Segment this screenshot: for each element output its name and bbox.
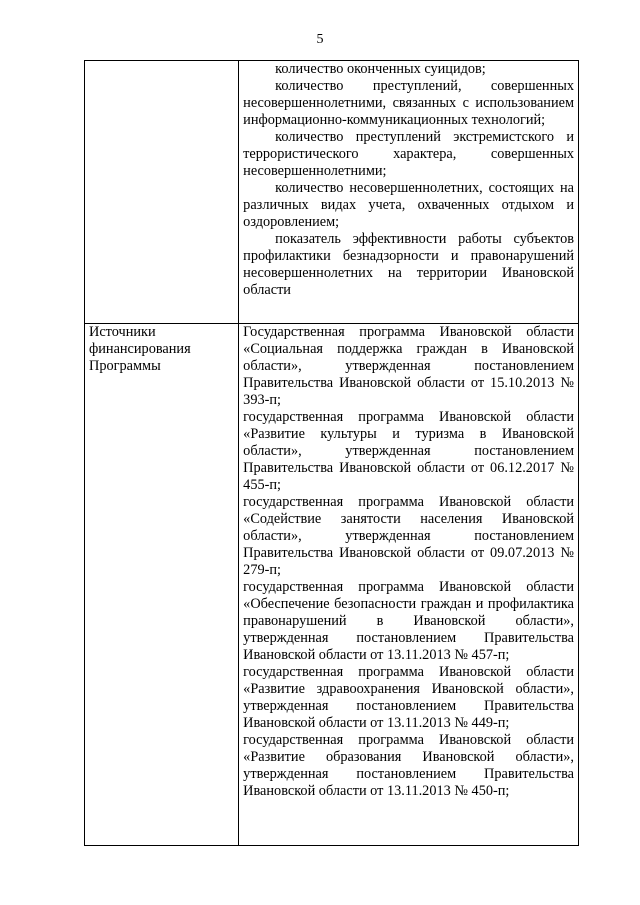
funding-content-cell: [239, 324, 579, 846]
funding-program-item: государственная программа Ивановской области «Развитие культуры и туризма в Ивановской области», утвержденная постановлением Правительства Ивановской области от 06.12.2017 № 455-п;: [243, 409, 574, 493]
indicator-item: показатель эффективности работы субъектов профилактики безнадзорности и правонарушений несовершеннолетних на территории Ивановской области: [243, 231, 574, 298]
funding-program-item: государственная программа Ивановской области «Содействие занятости населения Ивановской области», утвержденная постановлением Правительства Ивановской области от 09.07.2013 № 279-п;: [243, 494, 574, 578]
funding-program-item: государственная программа Ивановской области «Развитие здравоохранения Ивановской области», утвержденная постановлением Правительства Ивановской области от 13.11.2013 № 449-п;: [243, 664, 574, 731]
funding-label: Источники финансирования Программы: [89, 324, 191, 374]
indicators-label-cell: [85, 61, 239, 324]
page-number: 5: [316, 32, 324, 47]
funding-program-item: государственная программа Ивановской области «Обеспечение безопасности граждан и профилактика правонарушений в Ивановской области», утвержденная постановлением Правительства Ивановской области от 13.11.2013 № 457-п;: [243, 579, 574, 663]
table-row-funding: [85, 324, 579, 846]
indicators-content-cell: [239, 61, 579, 324]
indicator-item: количество преступлений, совершенных несовершеннолетними, связанных с использованием информационно-коммуникационных технологий;: [243, 78, 574, 128]
funding-program-item: Государственная программа Ивановской области «Социальная поддержка граждан в Ивановской области», утвержденная постановлением Правительства Ивановской области от 15.10.2013 № 393-п;: [243, 324, 574, 408]
table-row-indicators: [85, 61, 579, 324]
indicator-item: количество преступлений экстремистского и террористического характера, совершенных несовершеннолетними;: [243, 129, 574, 179]
program-passport-table: [84, 60, 579, 846]
funding-program-item: государственная программа Ивановской области «Развитие образования Ивановской области», утвержденная постановлением Правительства Ивановской области от 13.11.2013 № 450-п;: [243, 732, 574, 799]
indicator-item: количество несовершеннолетних, состоящих на различных видах учета, охваченных отдыхом и оздоровлением;: [243, 180, 574, 230]
indicator-item: количество оконченных суицидов;: [275, 61, 486, 77]
funding-label-cell: [85, 324, 239, 846]
